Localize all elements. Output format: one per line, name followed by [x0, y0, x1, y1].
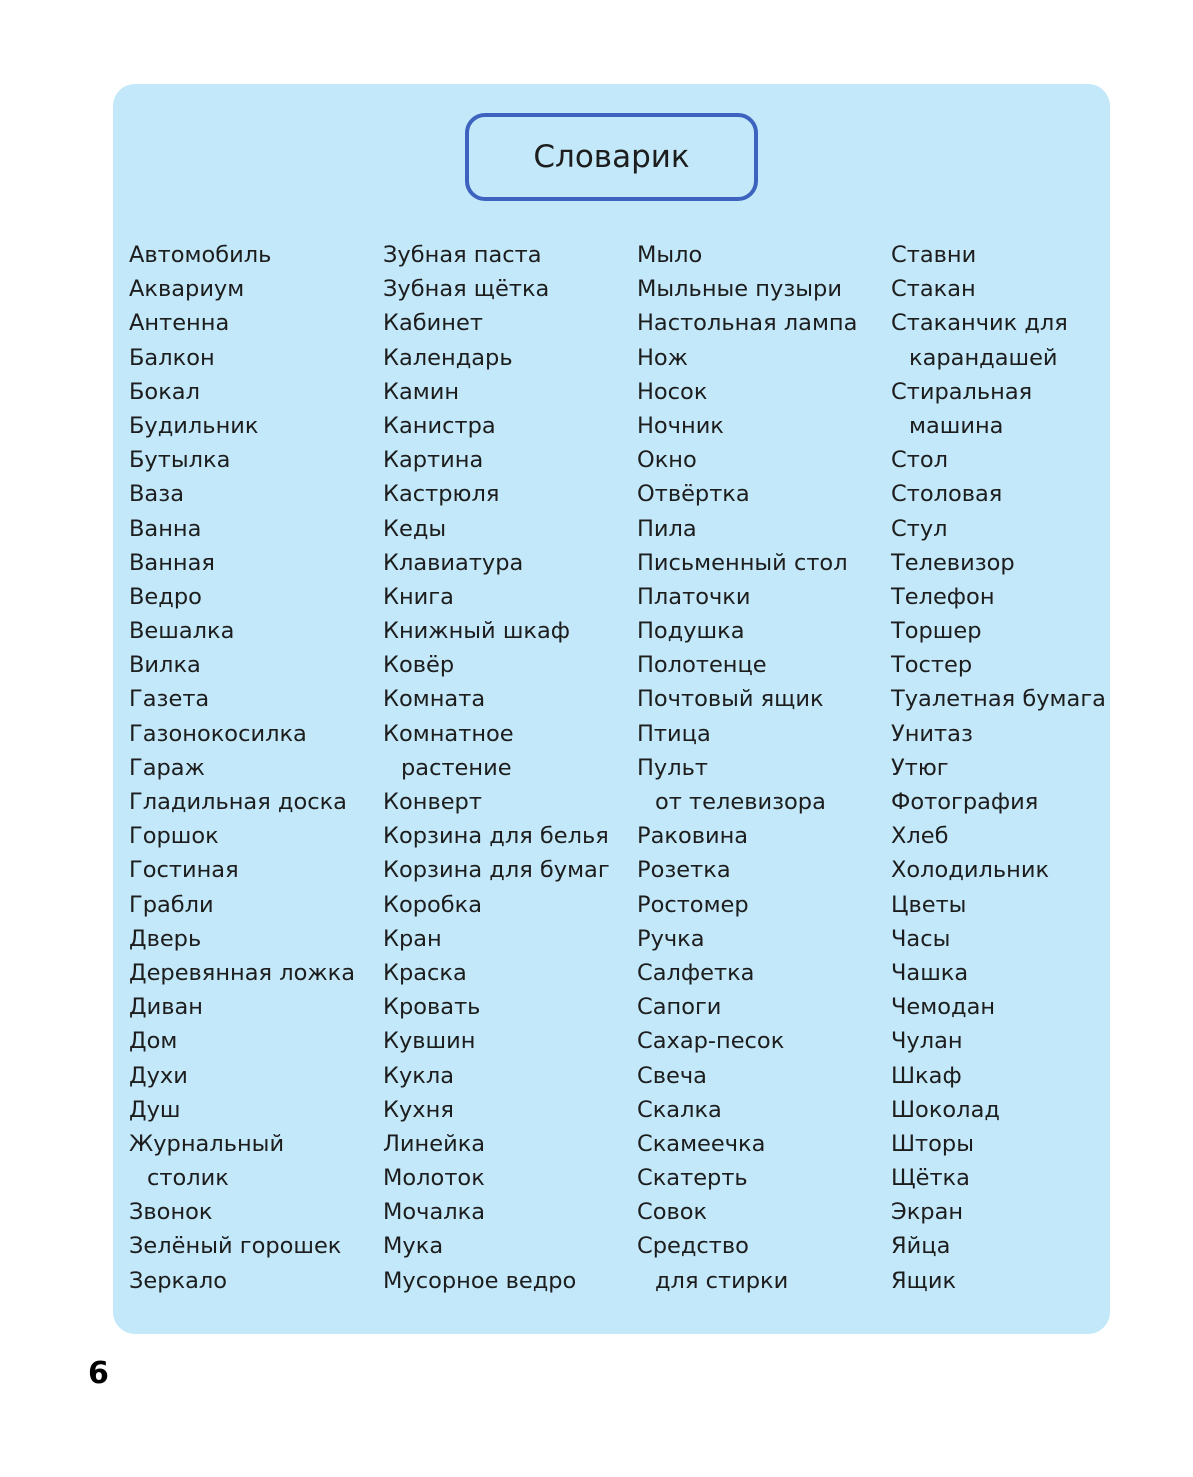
glossary-word: Скамеечка	[637, 1130, 766, 1157]
glossary-word: Журнальный	[129, 1130, 285, 1157]
glossary-word: Кухня	[383, 1096, 454, 1123]
glossary-word-continuation: от телевизора	[655, 789, 826, 815]
glossary-word: Пила	[637, 515, 697, 542]
glossary-word: Отвёртка	[637, 481, 750, 508]
glossary-word: Ванная	[129, 549, 215, 576]
glossary-word: Канистра	[383, 412, 496, 439]
glossary-word: Зубная щётка	[383, 276, 550, 303]
glossary-word: Кувшин	[383, 1028, 476, 1055]
glossary-word: Гладильная доска	[129, 789, 347, 815]
glossary-word: Клавиатура	[383, 549, 524, 576]
glossary-word: Платочки	[637, 583, 751, 610]
glossary-word: Сапоги	[637, 994, 722, 1021]
glossary-word: Фотография	[891, 789, 1039, 815]
glossary-word-continuation: машина	[909, 412, 1004, 439]
glossary-word: Экран	[891, 1199, 964, 1226]
glossary-word: Зубная паста	[383, 242, 542, 268]
glossary-word: Мусорное ведро	[383, 1267, 577, 1294]
glossary-word: Душ	[129, 1096, 181, 1123]
glossary-word: Аквариум	[129, 276, 245, 303]
glossary-word: Календарь	[383, 344, 513, 371]
glossary-word: Диван	[129, 994, 203, 1021]
glossary-word: Стаканчик для	[891, 310, 1068, 337]
glossary-word: Часы	[891, 925, 951, 952]
glossary-word: Чемодан	[891, 994, 996, 1021]
glossary-word: Стиральная	[891, 378, 1033, 405]
glossary-word: Вешалка	[129, 618, 235, 645]
glossary-word: Газета	[129, 686, 210, 713]
glossary-word: Комнатное	[383, 720, 514, 747]
glossary-word: Птица	[637, 720, 711, 747]
glossary-word: Книжный шкаф	[383, 618, 571, 645]
glossary-word: Туалетная бумага	[891, 686, 1106, 713]
glossary-word: Скалка	[637, 1096, 722, 1123]
glossary-word: Шкаф	[891, 1062, 962, 1089]
glossary-word: Будильник	[129, 412, 259, 439]
glossary-column-4	[891, 238, 1106, 1298]
glossary-word: Ведро	[129, 583, 202, 610]
glossary-column-3	[637, 238, 857, 1298]
glossary-word: Стул	[891, 515, 948, 542]
glossary-word: Конверт	[383, 789, 482, 815]
glossary-word: Почтовый ящик	[637, 686, 824, 713]
glossary-word: Линейка	[383, 1130, 486, 1157]
glossary-word: Шоколад	[891, 1096, 1000, 1123]
glossary-word: Кран	[383, 925, 442, 952]
glossary-word: Молоток	[383, 1165, 485, 1192]
glossary-word: Средство	[637, 1233, 749, 1260]
glossary-word: Духи	[129, 1062, 188, 1089]
glossary-word: Антенна	[129, 310, 230, 337]
glossary-word: Бутылка	[129, 447, 231, 474]
glossary-column-1	[129, 238, 355, 1298]
glossary-word: Чашка	[891, 959, 969, 986]
glossary-word: Ковёр	[383, 652, 455, 679]
glossary-word: Носок	[637, 378, 708, 405]
glossary-word-continuation: карандашей	[909, 344, 1058, 371]
glossary-word: Стакан	[891, 276, 976, 303]
glossary-word: Корзина для белья	[383, 823, 609, 850]
glossary-word: Мука	[383, 1233, 444, 1260]
glossary-word: Гостиная	[129, 857, 239, 884]
glossary-word: Гараж	[129, 754, 205, 781]
glossary-word: Телевизор	[891, 549, 1015, 576]
glossary-word: Шторы	[891, 1130, 974, 1157]
glossary-word: Чулан	[891, 1028, 963, 1055]
glossary-word: Скатерть	[637, 1165, 748, 1192]
glossary-word: Дверь	[129, 925, 202, 952]
glossary-word: Мыло	[637, 242, 703, 268]
glossary-word-continuation: растение	[401, 754, 512, 781]
glossary-word: Столовая	[891, 481, 1003, 508]
glossary-word: Деревянная ложка	[129, 959, 356, 986]
glossary-word: Раковина	[637, 823, 749, 850]
glossary-word: Ванна	[129, 515, 202, 542]
glossary-word: Коробка	[383, 891, 483, 918]
glossary-word: Зеркало	[129, 1267, 228, 1294]
glossary-word: Салфетка	[637, 959, 755, 986]
glossary-word: Розетка	[637, 857, 731, 884]
glossary-word: Кровать	[383, 994, 481, 1021]
glossary-word: Звонок	[129, 1199, 213, 1226]
glossary-word: Комната	[383, 686, 486, 713]
glossary-word: Автомобиль	[129, 242, 272, 268]
glossary-word: Ночник	[637, 412, 724, 439]
glossary-word: Мыльные пузыри	[637, 276, 842, 303]
glossary-word: Яйца	[891, 1233, 951, 1260]
glossary-word: Картина	[383, 447, 484, 474]
glossary-word: Грабли	[129, 891, 214, 918]
glossary-word: Газонокосилка	[129, 720, 307, 747]
glossary-word: Холодильник	[891, 857, 1050, 884]
glossary-word: Торшер	[891, 618, 982, 645]
glossary-column-2	[383, 238, 610, 1298]
glossary-word: Пульт	[637, 754, 708, 781]
glossary-word: Тостер	[891, 652, 973, 679]
glossary-word: Настольная лампа	[637, 310, 858, 337]
glossary-word-continuation: для стирки	[655, 1267, 789, 1294]
glossary-word: Кабинет	[383, 310, 483, 337]
glossary-title: Словарик	[465, 113, 758, 201]
glossary-word: Дом	[129, 1028, 178, 1055]
glossary-word: Балкон	[129, 344, 215, 371]
glossary-word: Хлеб	[891, 823, 949, 850]
glossary-panel	[113, 84, 1110, 1334]
page-number: 6	[88, 1356, 109, 1391]
glossary-word: Окно	[637, 447, 697, 474]
glossary-word: Вилка	[129, 652, 201, 679]
glossary-word: Мочалка	[383, 1199, 486, 1226]
glossary-word: Ваза	[129, 481, 184, 508]
glossary-word-continuation: столик	[147, 1165, 229, 1192]
glossary-word: Ящик	[891, 1267, 957, 1294]
glossary-word: Зелёный горошек	[129, 1233, 342, 1260]
glossary-word: Кастрюля	[383, 481, 500, 508]
glossary-word: Ставни	[891, 242, 977, 268]
glossary-word: Ростомер	[637, 891, 749, 918]
glossary-word: Краска	[383, 959, 467, 986]
glossary-word: Камин	[383, 378, 460, 405]
glossary-word: Свеча	[637, 1062, 707, 1089]
glossary-word: Книга	[383, 583, 454, 610]
glossary-word: Сахар-песок	[637, 1028, 785, 1055]
glossary-word: Корзина для бумаг	[383, 857, 610, 884]
glossary-word: Горшок	[129, 823, 219, 850]
glossary-word: Утюг	[891, 754, 949, 781]
glossary-word: Кеды	[383, 515, 447, 542]
glossary-word: Нож	[637, 344, 688, 371]
glossary-word: Щётка	[891, 1165, 970, 1192]
glossary-word: Стол	[891, 447, 948, 474]
glossary-word: Цветы	[891, 891, 967, 918]
glossary-word: Письменный стол	[637, 549, 848, 576]
glossary-word: Полотенце	[637, 652, 767, 679]
glossary-word: Кукла	[383, 1062, 455, 1089]
glossary-word: Бокал	[129, 378, 200, 405]
glossary-word: Унитаз	[891, 720, 973, 747]
glossary-word: Подушка	[637, 618, 745, 645]
glossary-word: Совок	[637, 1199, 708, 1226]
glossary-word: Телефон	[891, 583, 995, 610]
glossary-word: Ручка	[637, 925, 705, 952]
